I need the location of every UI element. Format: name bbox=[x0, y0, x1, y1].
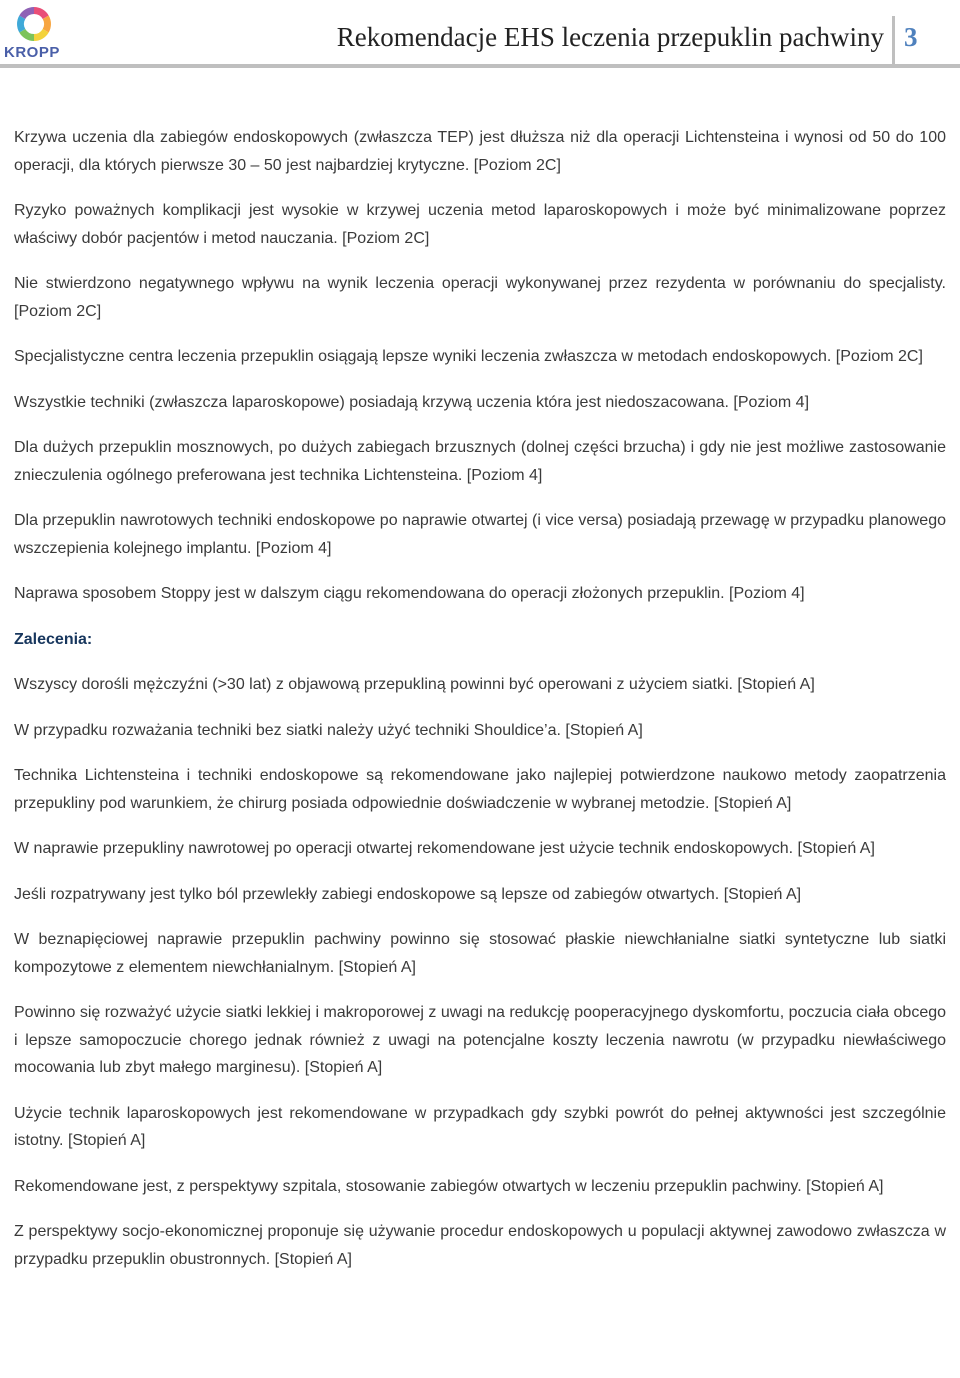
paragraph: Wszystkie techniki (zwłaszcza laparoskopowe) posiadają krzywą uczenia która jest niedoszacowana. [Poziom 4] bbox=[14, 393, 810, 411]
page-body bbox=[14, 124, 946, 1291]
recommendation-item: Rekomendowane jest, z perspektywy szpitala, stosowanie zabiegów otwartych w leczeniu przepuklin pachwiny. [Stopień A] bbox=[14, 1177, 884, 1195]
paragraph: Naprawa sposobem Stoppy jest w dalszym ciągu rekomendowana do operacji złożonych przepuklin. [Poziom 4] bbox=[14, 585, 805, 602]
page-number: 3 bbox=[904, 22, 918, 52]
paragraph: Dla przepuklin nawrotowych techniki endoskopowe po naprawie otwartej (i vice versa) posiadają przewagę w przypadku planowego wszczepienia kolejnego implantu. [Poziom 4] bbox=[14, 512, 946, 557]
page-header bbox=[0, 0, 960, 70]
paragraph: Krzywa uczenia dla zabiegów endoskopowych (zwłaszcza TEP) jest dłuższa niż dla operacji Lichtensteina i wynosi od 50 do 100 operacji, dla których pierwsze 30 – 50 jest najbardziej krytyczne. [Poziom 2C] bbox=[14, 129, 946, 174]
title-separator bbox=[892, 16, 895, 64]
recommendation-item: Jeśli rozpatrywany jest tylko ból przewlekły zabiegi endoskopowe są lepsze od zabiegów otwartych. [Stopień A] bbox=[14, 885, 802, 903]
recommendation-item: W beznapięciowej naprawie przepuklin pachwiny powinno się stosować płaskie niewchłanialne siatki syntetyczne lub siatki kompozytowe z elementem niewchłanialnym. [Stopień A] bbox=[14, 931, 946, 976]
paragraph: Dla dużych przepuklin mosznowych, po dużych zabiegach brzusznych (dolnej części brzucha) i gdy nie jest możliwe zastosowanie znieczulenia ogólnego preferowana jest technika Lichtensteina. [Poziom 4] bbox=[14, 439, 946, 484]
header-rule bbox=[0, 64, 960, 68]
recommendation-item: Technika Lichtensteina i techniki endoskopowe są rekomendowane jako najlepiej potwierdzone naukowo metody zaopatrzenia przepukliny pod warunkiem, że chirurg posiada odpowiednie doświadczenie w wybranej metodzie. [Stopień A] bbox=[14, 767, 946, 812]
recommendation-item: W naprawie przepukliny nawrotowej po operacji otwartej rekomendowane jest użycie technik endoskopowych. [Stopień A] bbox=[14, 840, 875, 857]
document-title: Rekomendacje EHS leczenia przepuklin pachwiny bbox=[336, 22, 884, 52]
recommendation-item: W przypadku rozważania techniki bez siatki należy użyć techniki Shouldice’a. [Stopień A] bbox=[14, 721, 643, 739]
logo-text: KROPP bbox=[4, 44, 60, 61]
recommendation-item: Powinno się rozważyć użycie siatki lekkiej i makroporowej z uwagi na redukcję pooperacyjnego dyskomfortu, poczucia ciała obcego i lepsze samopoczucie chorego jednak również z uwagi na potencjalne koszty leczenia nawrotu (w przypadku niewłaściwego mocowania lub zbyt małego marginesu). [Stopień A] bbox=[14, 1004, 947, 1076]
recommendation-item: Z perspektywy socjo-ekonomicznej proponuje się używanie procedur endoskopowych u populacji aktywnej zawodowo zwłaszcza w przypadku przepuklin obustronnych. [Stopień A] bbox=[14, 1223, 946, 1268]
recommendation-item: Użycie technik laparoskopowych jest rekomendowane w przypadkach gdy szybki powrót do pełnej aktywności jest szczególnie istotny. [Stopień A] bbox=[14, 1104, 946, 1149]
recommendations-heading: Zalecenia: bbox=[14, 630, 93, 648]
paragraph: Nie stwierdzono negatywnego wpływu na wynik leczenia operacji wykonywanej przez rezydenta w porównaniu do specjalisty. [Poziom 2C] bbox=[14, 275, 946, 320]
paragraph: Ryzyko poważnych komplikacji jest wysokie w krzywej uczenia metod laparoskopowych i może być minimalizowane poprzez właściwy dobór pacjentów i metod nauczania. [Poziom 2C] bbox=[14, 202, 946, 247]
recommendation-item: Wszyscy dorośli mężczyźni (>30 lat) z objawową przepukliną powinni być operowani z użyciem siatki. [Stopień A] bbox=[14, 676, 815, 693]
paragraph: Specjalistyczne centra leczenia przepuklin osiągają lepsze wyniki leczenia zwłaszcza w metodach endoskopowych. [Poziom 2C] bbox=[14, 348, 923, 365]
